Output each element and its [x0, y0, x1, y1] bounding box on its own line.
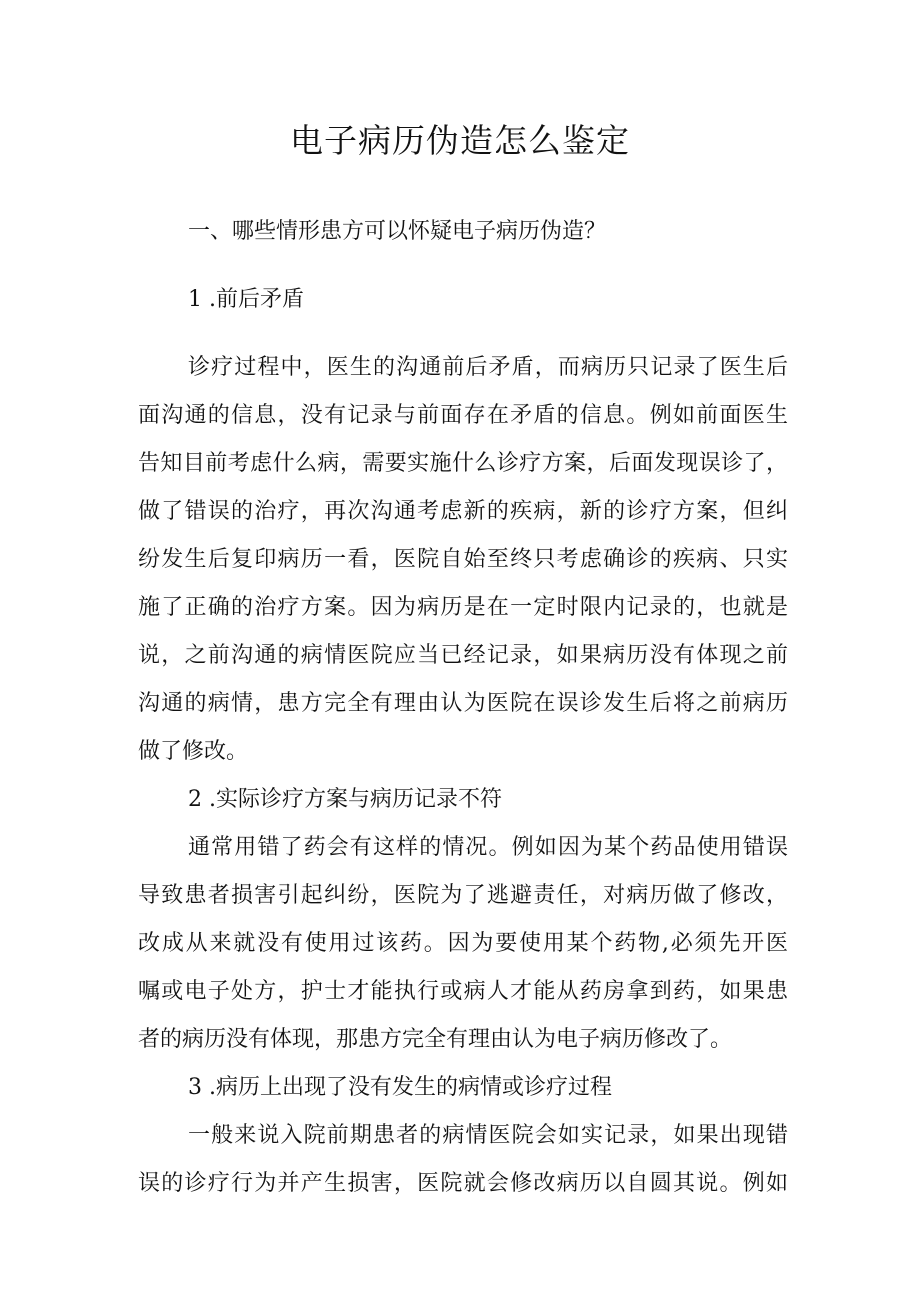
- paragraph-line: 纷发生后复印病历一看，医院自始至终只考虑确诊的疾病、只实: [138, 547, 788, 572]
- paragraph-line: 改成从来就没有使用过该药。因为要使用某个药物,必须先开医: [138, 931, 788, 956]
- paragraph-line: 一般来说入院前期患者的病情医院会如实记录，如果出现错: [188, 1123, 788, 1148]
- document-title: 电子病历伪造怎么鉴定: [290, 121, 630, 160]
- paragraph-line: 说，之前沟通的病情医院应当已经记录，如果病历没有体现之前: [138, 643, 788, 668]
- paragraph-line: 面沟通的信息，没有记录与前面存在矛盾的信息。例如前面医生: [138, 403, 788, 428]
- paragraph-line: 者的病历没有体现，那患方完全有理由认为电子病历修改了。: [138, 1027, 733, 1052]
- paragraph-line: 施了正确的治疗方案。因为病历是在一定时限内记录的，也就是: [138, 595, 788, 620]
- document-body: [138, 208, 788, 1208]
- paragraph-line: 导致患者损害引起纠纷，医院为了逃避责任，对病历做了修改，: [138, 883, 788, 908]
- paragraph-line: 告知目前考虑什么病，需要实施什么诊疗方案，后面发现误诊了，: [138, 451, 788, 476]
- paragraph-line: 通常用错了药会有这样的情况。例如因为某个药品使用错误: [188, 835, 788, 860]
- subsection-heading: 1 .前后矛盾: [188, 287, 304, 312]
- paragraph-line: 误的诊疗行为并产生损害，医院就会修改病历以自圆其说。例如: [138, 1171, 788, 1196]
- paragraph-line: 沟通的病情，患方完全有理由认为医院在误诊发生后将之前病历: [138, 691, 788, 716]
- paragraph-line: 做了修改。: [138, 739, 249, 764]
- paragraph-line: 嘱或电子处方，护士才能执行或病人才能从药房拿到药，如果患: [138, 979, 788, 1004]
- subsection-heading: 2 .实际诊疗方案与病历记录不符: [188, 787, 502, 812]
- subsection-heading: 3 .病历上出现了没有发生的病情或诊疗过程: [188, 1075, 612, 1100]
- paragraph-line: 做了错误的治疗，再次沟通考虑新的疾病，新的诊疗方案，但纠: [138, 499, 788, 524]
- section-heading: 一、哪些情形患方可以怀疑电子病历伪造？: [188, 219, 607, 244]
- paragraph-line: 诊疗过程中，医生的沟通前后矛盾，而病历只记录了医生后: [188, 355, 788, 380]
